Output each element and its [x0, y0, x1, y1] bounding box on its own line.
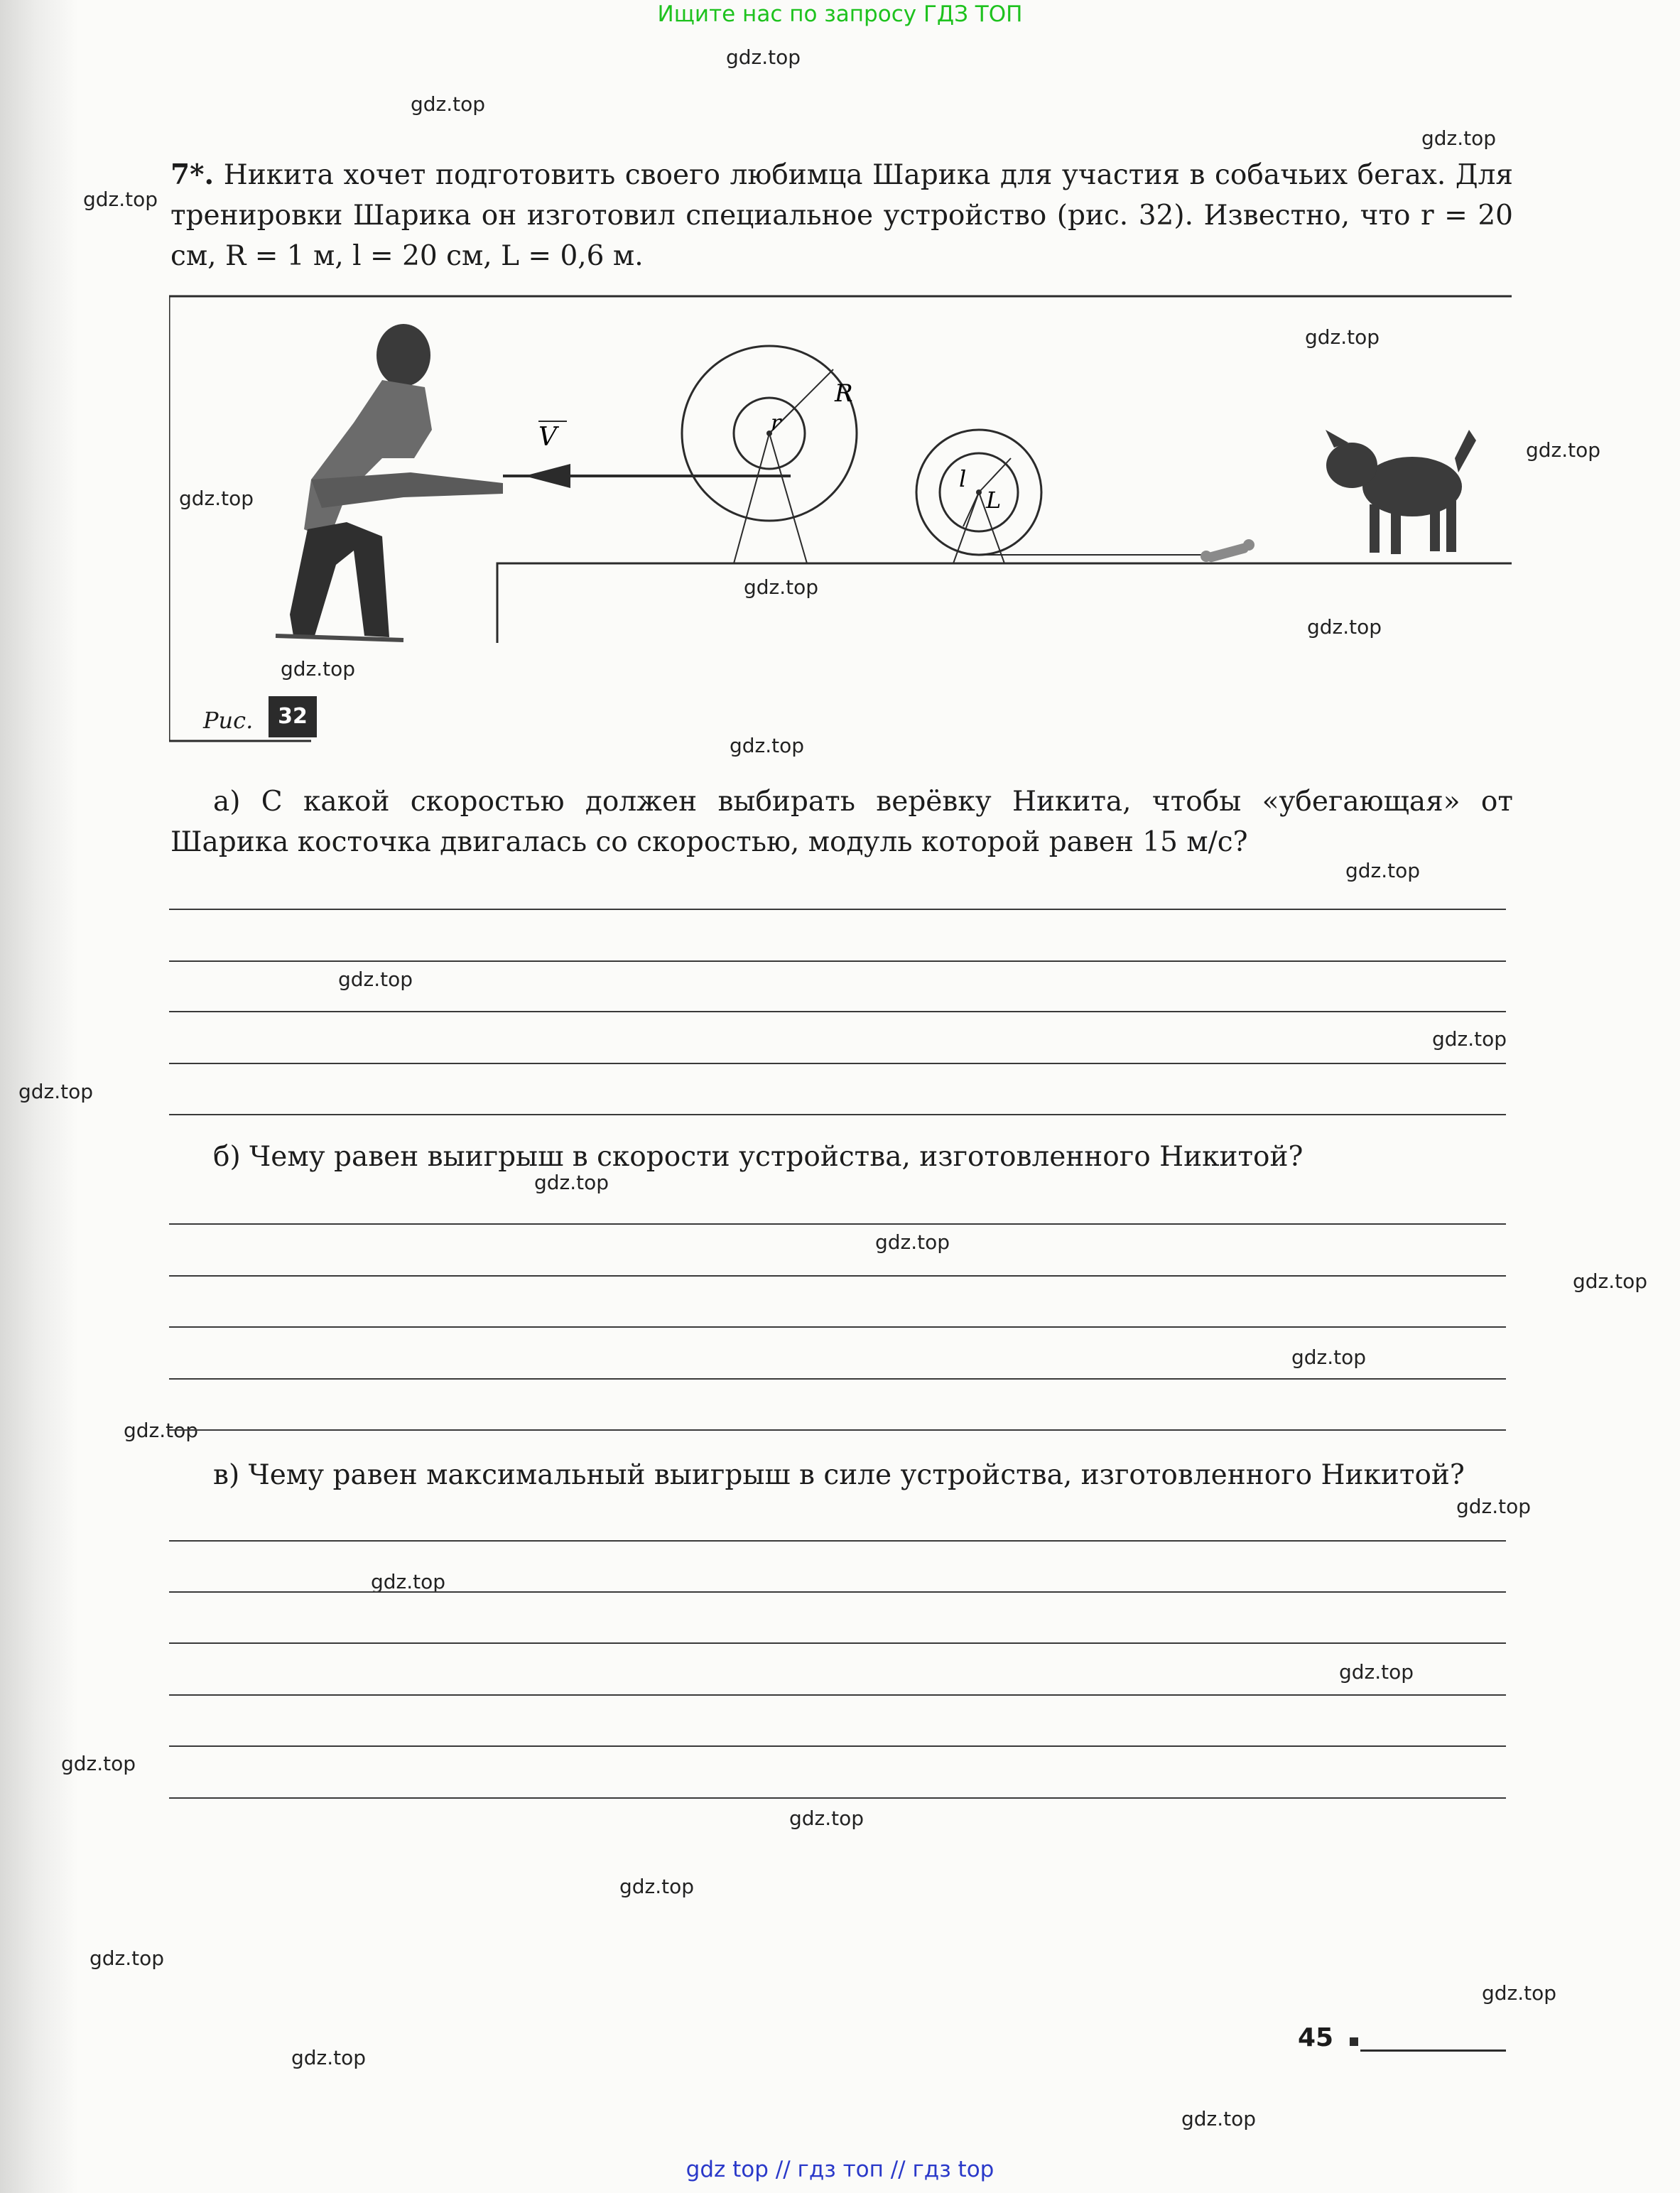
- answer-line[interactable]: [169, 1797, 1506, 1799]
- small-wheel-inner-label: l: [959, 465, 967, 492]
- watermark: gdz.top: [18, 1080, 94, 1103]
- small-wheel: [916, 430, 1041, 563]
- watermark: gdz.top: [90, 1946, 165, 1970]
- bottom-banner[interactable]: gdz top // гдз топ // гдз top: [685, 2157, 995, 2182]
- bone: [1201, 539, 1254, 563]
- big-wheel-outer-label: R: [835, 379, 853, 408]
- page-rule: [1360, 2049, 1506, 2052]
- figure-32: [169, 295, 1512, 742]
- big-wheel: [682, 346, 857, 563]
- answer-line[interactable]: [169, 1591, 1506, 1593]
- watermark: gdz.top: [789, 1807, 865, 1830]
- watermark: gdz.top: [1421, 126, 1497, 150]
- velocity-arrow: [524, 464, 570, 488]
- watermark: gdz.top: [179, 487, 254, 510]
- watermark: gdz.top: [1456, 1495, 1532, 1518]
- problem-number: 7*.: [170, 158, 215, 191]
- page-marker: [1350, 2037, 1358, 2046]
- watermark: gdz.top: [619, 1875, 695, 1898]
- answer-line[interactable]: [169, 909, 1506, 910]
- answer-line[interactable]: [169, 1378, 1506, 1380]
- watermark: gdz.top: [371, 1570, 446, 1593]
- watermark: gdz.top: [291, 2046, 367, 2069]
- watermark: gdz.top: [1291, 1345, 1367, 1369]
- watermark: gdz.top: [1339, 1660, 1414, 1684]
- answer-line[interactable]: [169, 960, 1506, 962]
- answer-line[interactable]: [169, 1694, 1506, 1696]
- answer-line[interactable]: [169, 1540, 1506, 1542]
- answer-line[interactable]: [169, 1275, 1506, 1277]
- watermark: gdz.top: [726, 45, 801, 69]
- answer-line[interactable]: [169, 1642, 1506, 1644]
- answer-line[interactable]: [169, 1326, 1506, 1328]
- answer-line[interactable]: [169, 1223, 1506, 1225]
- watermark: gdz.top: [1482, 1981, 1557, 2005]
- watermark: gdz.top: [281, 657, 356, 681]
- answer-line[interactable]: [169, 1745, 1506, 1747]
- watermark: gdz.top: [1305, 325, 1380, 349]
- top-banner[interactable]: Ищите нас по запросу ГДЗ ТОП: [657, 1, 1023, 27]
- watermark: gdz.top: [61, 1752, 136, 1775]
- question-c: в) Чему равен максимальный выигрыш в силе устройства, изготовленного Никитой?: [213, 1459, 1465, 1491]
- watermark: gdz.top: [730, 734, 805, 757]
- velocity-label: V: [538, 423, 557, 452]
- watermark: gdz.top: [744, 575, 819, 599]
- watermark: gdz.top: [1181, 2107, 1257, 2130]
- page-number: 45: [1298, 2023, 1334, 2052]
- watermark: gdz.top: [338, 968, 413, 991]
- answer-line[interactable]: [169, 1114, 1506, 1115]
- man-figure: [276, 324, 503, 640]
- watermark: gdz.top: [875, 1230, 950, 1254]
- watermark: gdz.top: [1573, 1269, 1648, 1293]
- big-wheel-inner-label: r: [771, 411, 781, 435]
- answer-line[interactable]: [169, 1063, 1506, 1064]
- table-edge: [497, 563, 1512, 643]
- watermark: gdz.top: [124, 1419, 199, 1442]
- question-a: а) С какой скоростью должен выбирать верёвку Никита, чтобы «убегающая» от Шарика косточка двигалась со скоростью, модуль которой равен 15 м/с?: [170, 786, 1513, 858]
- watermark: gdz.top: [534, 1171, 609, 1194]
- watermark: gdz.top: [1345, 859, 1421, 882]
- watermark: gdz.top: [83, 188, 158, 211]
- dog-figure: [1326, 430, 1476, 554]
- watermark: gdz.top: [411, 92, 486, 116]
- figure-frame: [169, 296, 1512, 741]
- answer-line[interactable]: [169, 1429, 1506, 1431]
- figure-number: 32: [269, 696, 317, 737]
- figure-caption: Рис.: [203, 707, 254, 734]
- watermark: gdz.top: [1526, 438, 1601, 462]
- watermark: gdz.top: [1307, 615, 1382, 639]
- device-diagram: [169, 295, 1512, 742]
- problem-statement: [170, 155, 1513, 276]
- answer-line[interactable]: [169, 1011, 1506, 1012]
- question-b: б) Чему равен выигрыш в скорости устройства, изготовленного Никитой?: [213, 1141, 1304, 1173]
- problem-text: Никита хочет подготовить своего любимца Шарика для участия в собачьих бегах. Для тренировки Шарика он изготовил специальное устройство (рис. 32). Известно, что r = 20 см, R = 1 м, l = 20 см, L = 0,6 м.: [170, 159, 1513, 272]
- watermark: gdz.top: [1432, 1027, 1507, 1051]
- small-wheel-outer-label: L: [986, 487, 1002, 514]
